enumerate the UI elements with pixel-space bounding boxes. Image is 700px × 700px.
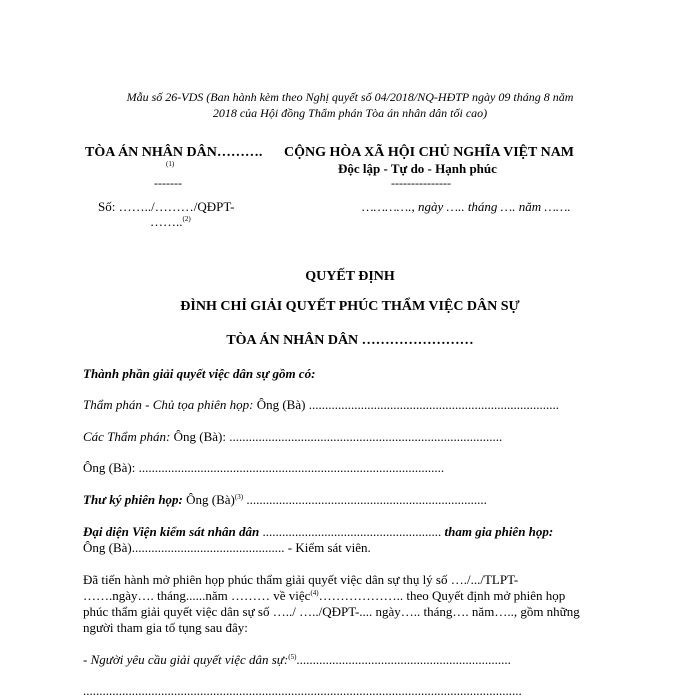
decision-number-cont: ……..$^{(2)}$	[150, 214, 191, 229]
national-motto: Độc lập - Tự do - Hạnh phúc	[338, 161, 497, 176]
trailing-dots-line: .......................................................................................................................................	[83, 683, 522, 698]
decision-number: Số: ……../………/QĐPT-	[98, 199, 235, 214]
document-subtitle: ĐÌNH CHỈ GIẢI QUYẾT PHÚC THẨM VIỆC DÂN SỰ	[180, 299, 520, 314]
form-note-line1: Mẫu số 26-VDS (Ban hành kèm theo Nghị quyết số 04/2018/NQ-HĐTP ngày 09 tháng 8 năm	[126, 90, 574, 104]
court-heading: TÒA ÁN NHÂN DÂN ……………………	[226, 333, 474, 348]
judge-chair-line: Thẩm phán - Chủ tọa phiên họp: Ông (Bà) .............................................................................	[83, 397, 559, 412]
judges-line: Các Thẩm phán: Ông (Bà): ....................................................................................	[83, 429, 503, 444]
court-footnote: (1)	[166, 160, 175, 168]
paragraph-line4: người tham gia tố tụng sau đây:	[83, 620, 248, 635]
clerk-line: Thư ký phiên họp: Ông (Bà)$^{(3)}$ ..........................................................................	[83, 492, 487, 507]
judge-third-line: Ông (Bà): ..............................................................................................	[83, 460, 445, 475]
country-name: CỘNG HÒA XÃ HỘI CHỦ NGHĨA VIỆT NAM	[284, 145, 575, 160]
right-header-divider: ---------------	[391, 176, 451, 190]
left-header-divider: -------	[154, 176, 182, 190]
paragraph-line2: …….ngày…. tháng......năm ……… về việc$^{(4)}$……………….. theo Quyết định mở phiên họp	[83, 588, 566, 603]
court-name: TÒA ÁN NHÂN DÂN……….	[85, 145, 263, 160]
composition-heading: Thành phần giải quyết việc dân sự gồm có:	[83, 366, 316, 381]
procuracy-person: Ông (Bà)............................................... - Kiểm sát viên.	[83, 540, 371, 555]
procuracy-line: Đại diện Viện kiểm sát nhân dân ....................................................... tham gia phiên họp:	[83, 524, 554, 539]
date-line: …………., ngày ….. tháng …. năm …….	[362, 199, 571, 214]
document-title: QUYẾT ĐỊNH	[305, 269, 395, 284]
paragraph-line1: Đã tiến hành mở phiên họp phúc thẩm giải quyết việc dân sự thụ lý số …./.../TLPT-	[83, 572, 519, 587]
paragraph-line3: phúc thẩm giải quyết việc dân sự số …../ …../QĐPT-.... ngày….. tháng…. năm….., gồm những	[83, 604, 580, 619]
form-note-line2: 2018 của Hội đồng Thẩm phán Tòa án nhân dân tối cao)	[212, 106, 488, 120]
requester-line: - Người yêu cầu giải quyết việc dân sự:$^{(5)}$..................................................................	[83, 652, 511, 667]
